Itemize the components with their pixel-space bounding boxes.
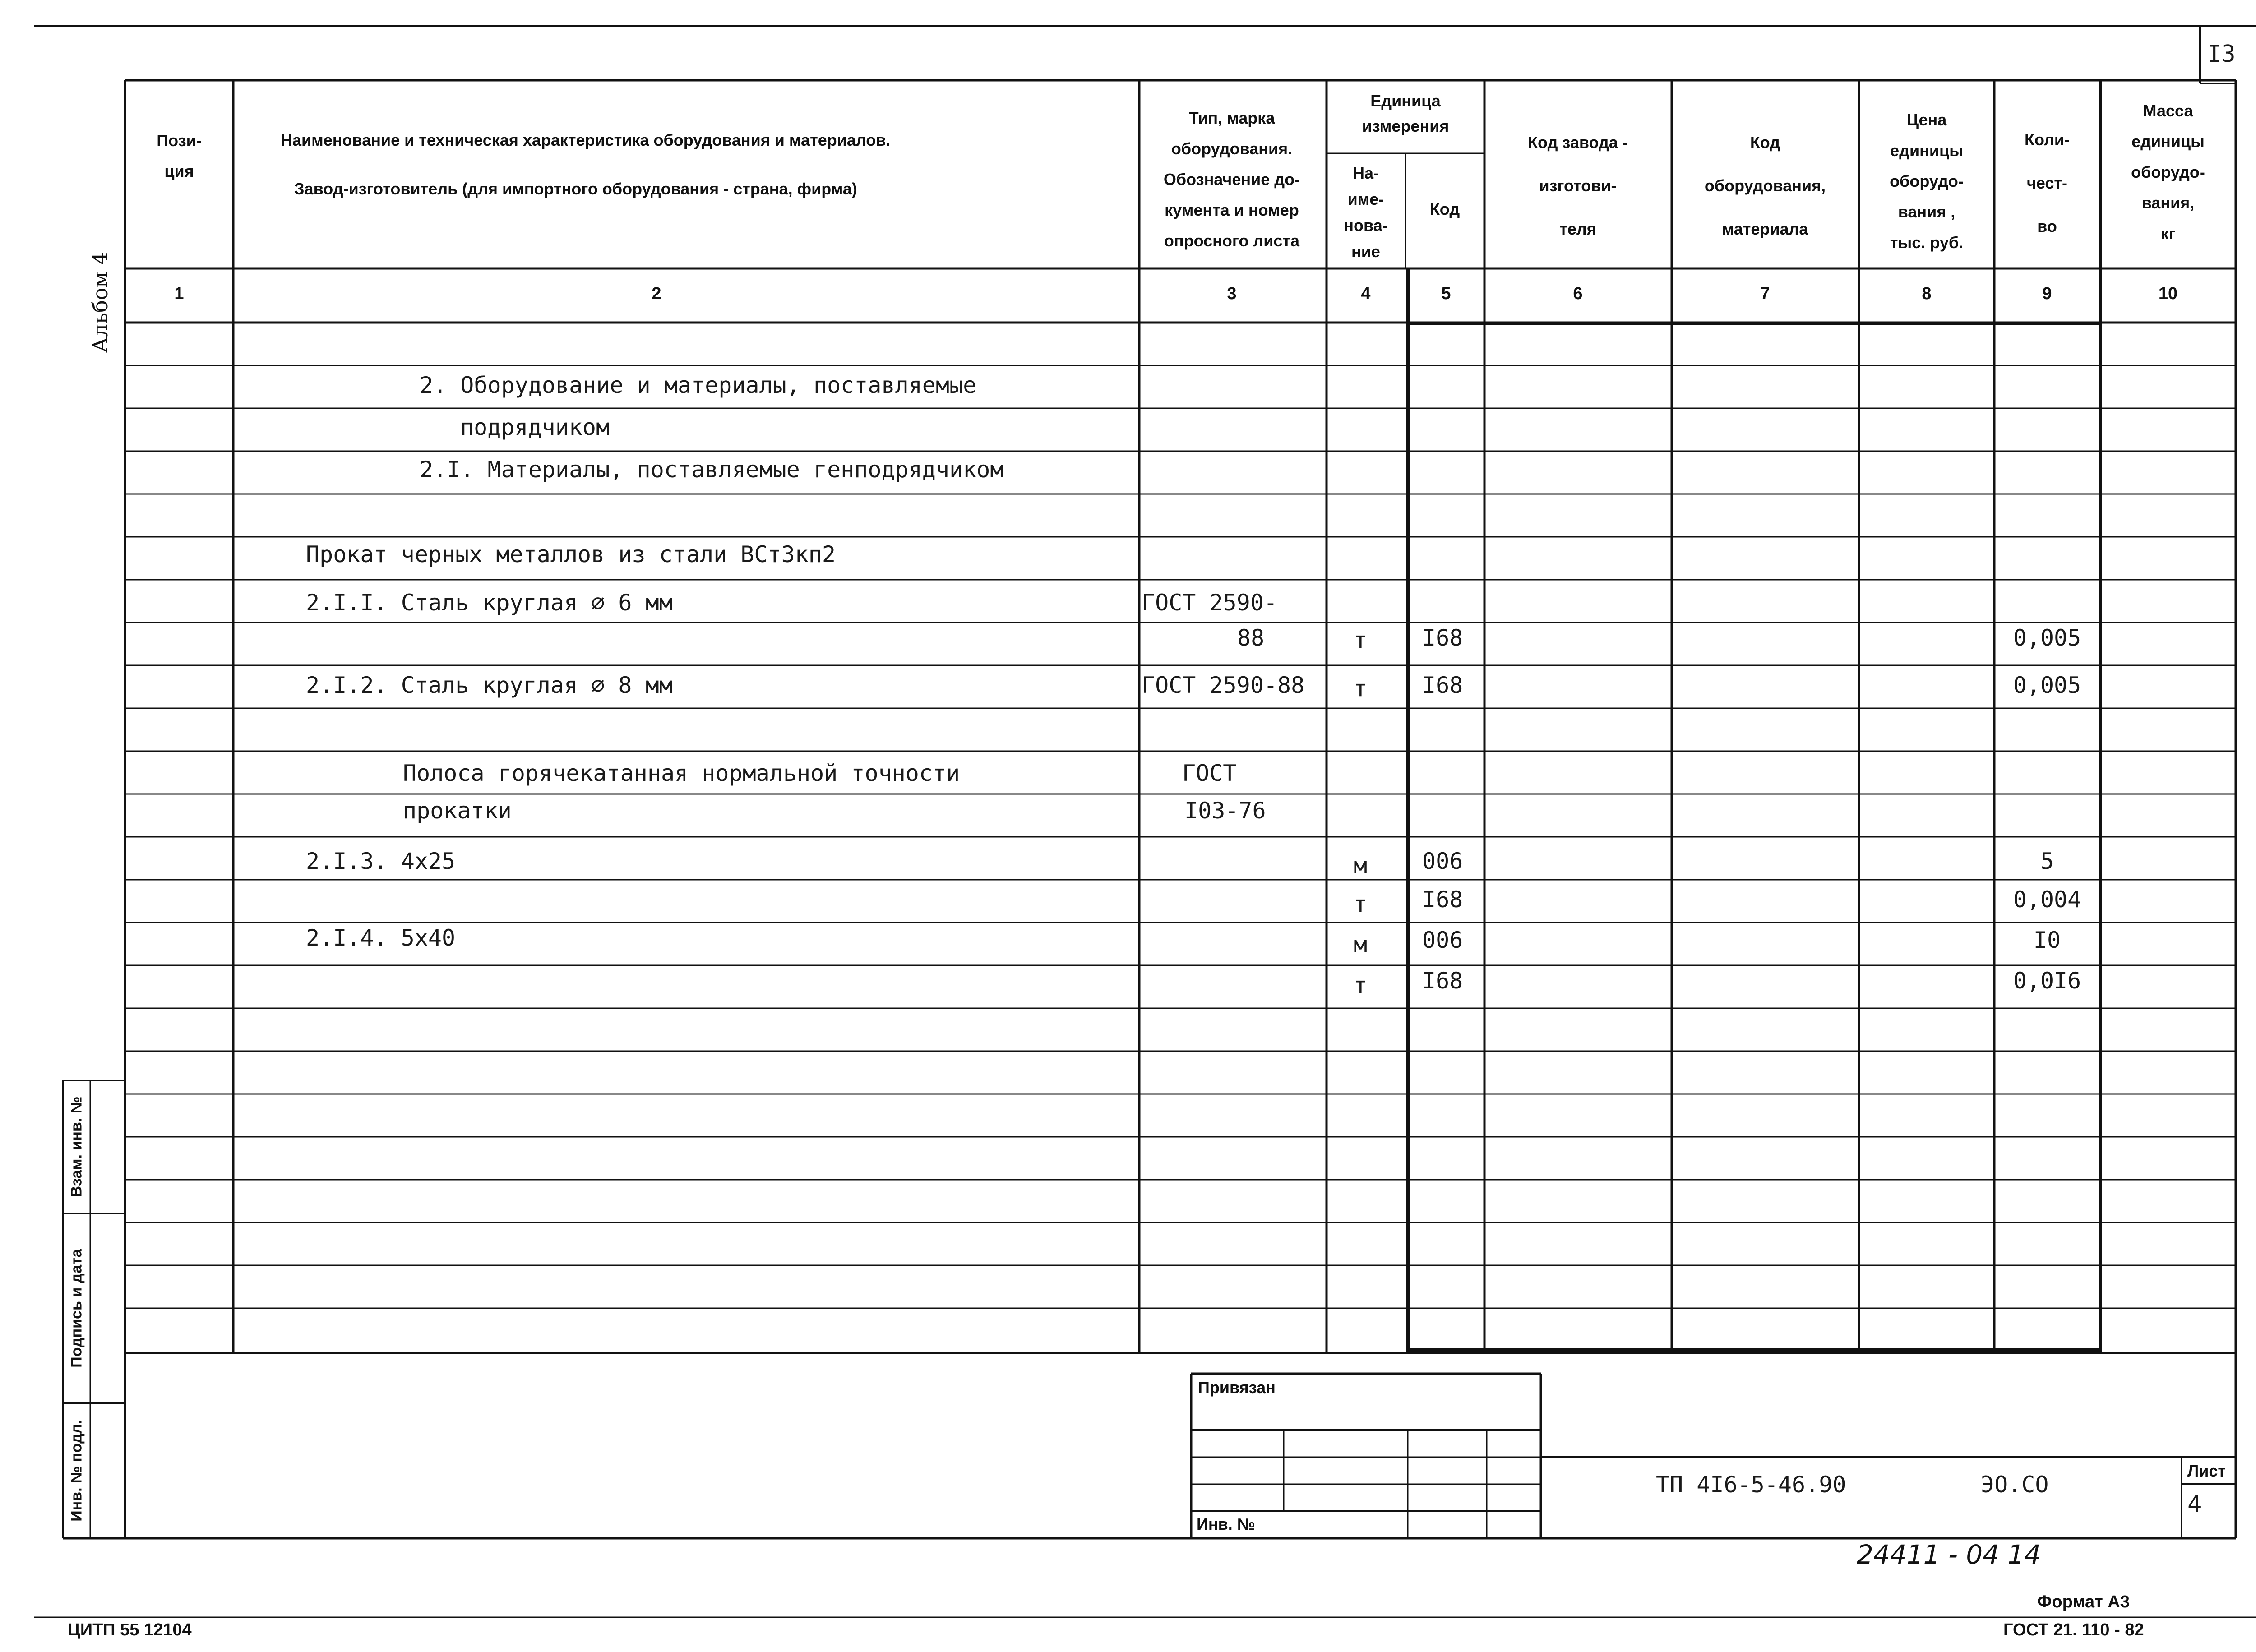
table-row-name: прокатки	[403, 798, 512, 824]
header-col2-line1: Наименование и техническая характеристика оборудования и материалов.	[281, 131, 891, 149]
table-row-name: 2.I.I. Сталь круглая ∅ 6 мм	[306, 590, 673, 616]
table-row-qty: 0,0I6	[2013, 968, 2081, 994]
handwritten-number: 24411 - 04 14	[1857, 1539, 2041, 1570]
header-col8: Цена единицы оборудо- вания , тыс. руб.	[1890, 111, 1964, 252]
table-row-qty: 0,005	[2013, 625, 2081, 651]
column-number-2: 2	[652, 284, 661, 303]
column-number-10: 10	[2158, 284, 2178, 303]
table-row-unit: м	[1353, 853, 1368, 879]
column-number-7: 7	[1760, 284, 1770, 303]
table-row-qty: 5	[2040, 848, 2054, 874]
bottom-left-code: ЦИТП 55 12104	[68, 1620, 192, 1639]
stamp-designation: ТП 4I6-5-46.90	[1656, 1472, 1846, 1498]
table-row-doc: I03-76	[1184, 798, 1266, 824]
sheet-top-number: I3	[2207, 41, 2236, 68]
column-number-5: 5	[1441, 284, 1451, 303]
header-col10: Масса единицы оборудо- вания, кг	[2131, 102, 2205, 243]
table-row-code: I68	[1422, 886, 1463, 913]
table-row-unit: т	[1353, 891, 1368, 917]
side-stamp-inventory: Инв. № подл.	[68, 1420, 85, 1522]
table-row-qty: I0	[2033, 927, 2061, 953]
table-row-name: 2.I.2. Сталь круглая ∅ 8 мм	[306, 672, 673, 698]
table-row-unit: т	[1353, 675, 1368, 701]
table-row-name: 2.I.3. 4x25	[306, 848, 456, 874]
side-stamp-signature: Подпись и дата	[68, 1249, 85, 1368]
column-number-3: 3	[1227, 284, 1237, 303]
side-stamp-replacement: Взам. инв. №	[68, 1096, 85, 1197]
table-row-unit: т	[1353, 627, 1368, 653]
table-row-name: Прокат черных металлов из стали ВСт3кп2	[306, 541, 836, 568]
stamp-section: ЭО.СО	[1981, 1472, 2049, 1498]
column-number-4: 4	[1361, 284, 1371, 303]
header-col4: На- име- нова- ние	[1344, 164, 1388, 261]
album-label: Альбом 4	[88, 251, 112, 353]
table-row-name: Полоса горячекатанная нормальной точности	[403, 760, 960, 786]
table-row-name: 2.I. Материалы, поставляемые генподрядчиком	[420, 457, 1004, 483]
header-col5: Код	[1429, 200, 1460, 218]
table-row-doc: ГОСТ 2590-	[1142, 590, 1278, 616]
table-row-qty: 0,004	[2013, 886, 2081, 913]
header-col6: Код завода - изготови- теля	[1528, 133, 1628, 238]
header-col7: Код оборудования, материала	[1704, 133, 1826, 238]
bottom-right-standard: ГОСТ 21. 110 - 82	[2003, 1620, 2144, 1639]
column-number-6: 6	[1573, 284, 1583, 303]
table-row-name: подрядчиком	[460, 414, 610, 440]
header-col2-line2: Завод-изготовитель (для импортного оборудования - страна, фирма)	[294, 180, 857, 198]
table-row-doc: ГОСТ	[1182, 760, 1237, 786]
table-row-code: 006	[1422, 848, 1463, 874]
header-col3: Тип, марка оборудования. Обозначение до- кумента и номер опросного листа	[1163, 109, 1300, 250]
table-row-unit: т	[1353, 972, 1368, 998]
table-row-code: I68	[1422, 625, 1463, 651]
stamp-sheet-number: 4	[2187, 1491, 2202, 1518]
stamp-privyazan: Привязан	[1198, 1378, 1276, 1397]
header-col1: Пози- ция	[157, 131, 202, 180]
table-row-unit: м	[1353, 932, 1368, 958]
header-unit-group: Единица измерения	[1362, 92, 1449, 135]
table-row-code: I68	[1422, 672, 1463, 698]
table-row-code: I68	[1422, 968, 1463, 994]
table-row-qty: 0,005	[2013, 672, 2081, 698]
format-label: Формат А3	[2037, 1592, 2130, 1611]
column-number-9: 9	[2042, 284, 2052, 303]
table-row-code: 006	[1422, 927, 1463, 953]
column-number-1: 1	[174, 284, 184, 303]
column-number-8: 8	[1922, 284, 1932, 303]
table-row-doc: ГОСТ 2590-88	[1142, 672, 1305, 698]
table-row-doc: 88	[1237, 625, 1265, 651]
table-row-name: 2.I.4. 5x40	[306, 925, 456, 951]
stamp-sheet-label: Лист	[2187, 1462, 2226, 1480]
stamp-inv-no: Инв. №	[1197, 1515, 1255, 1533]
header-col9: Коли- чест- во	[2024, 130, 2070, 235]
table-row-name: 2. Оборудование и материалы, поставляемые	[420, 372, 977, 398]
